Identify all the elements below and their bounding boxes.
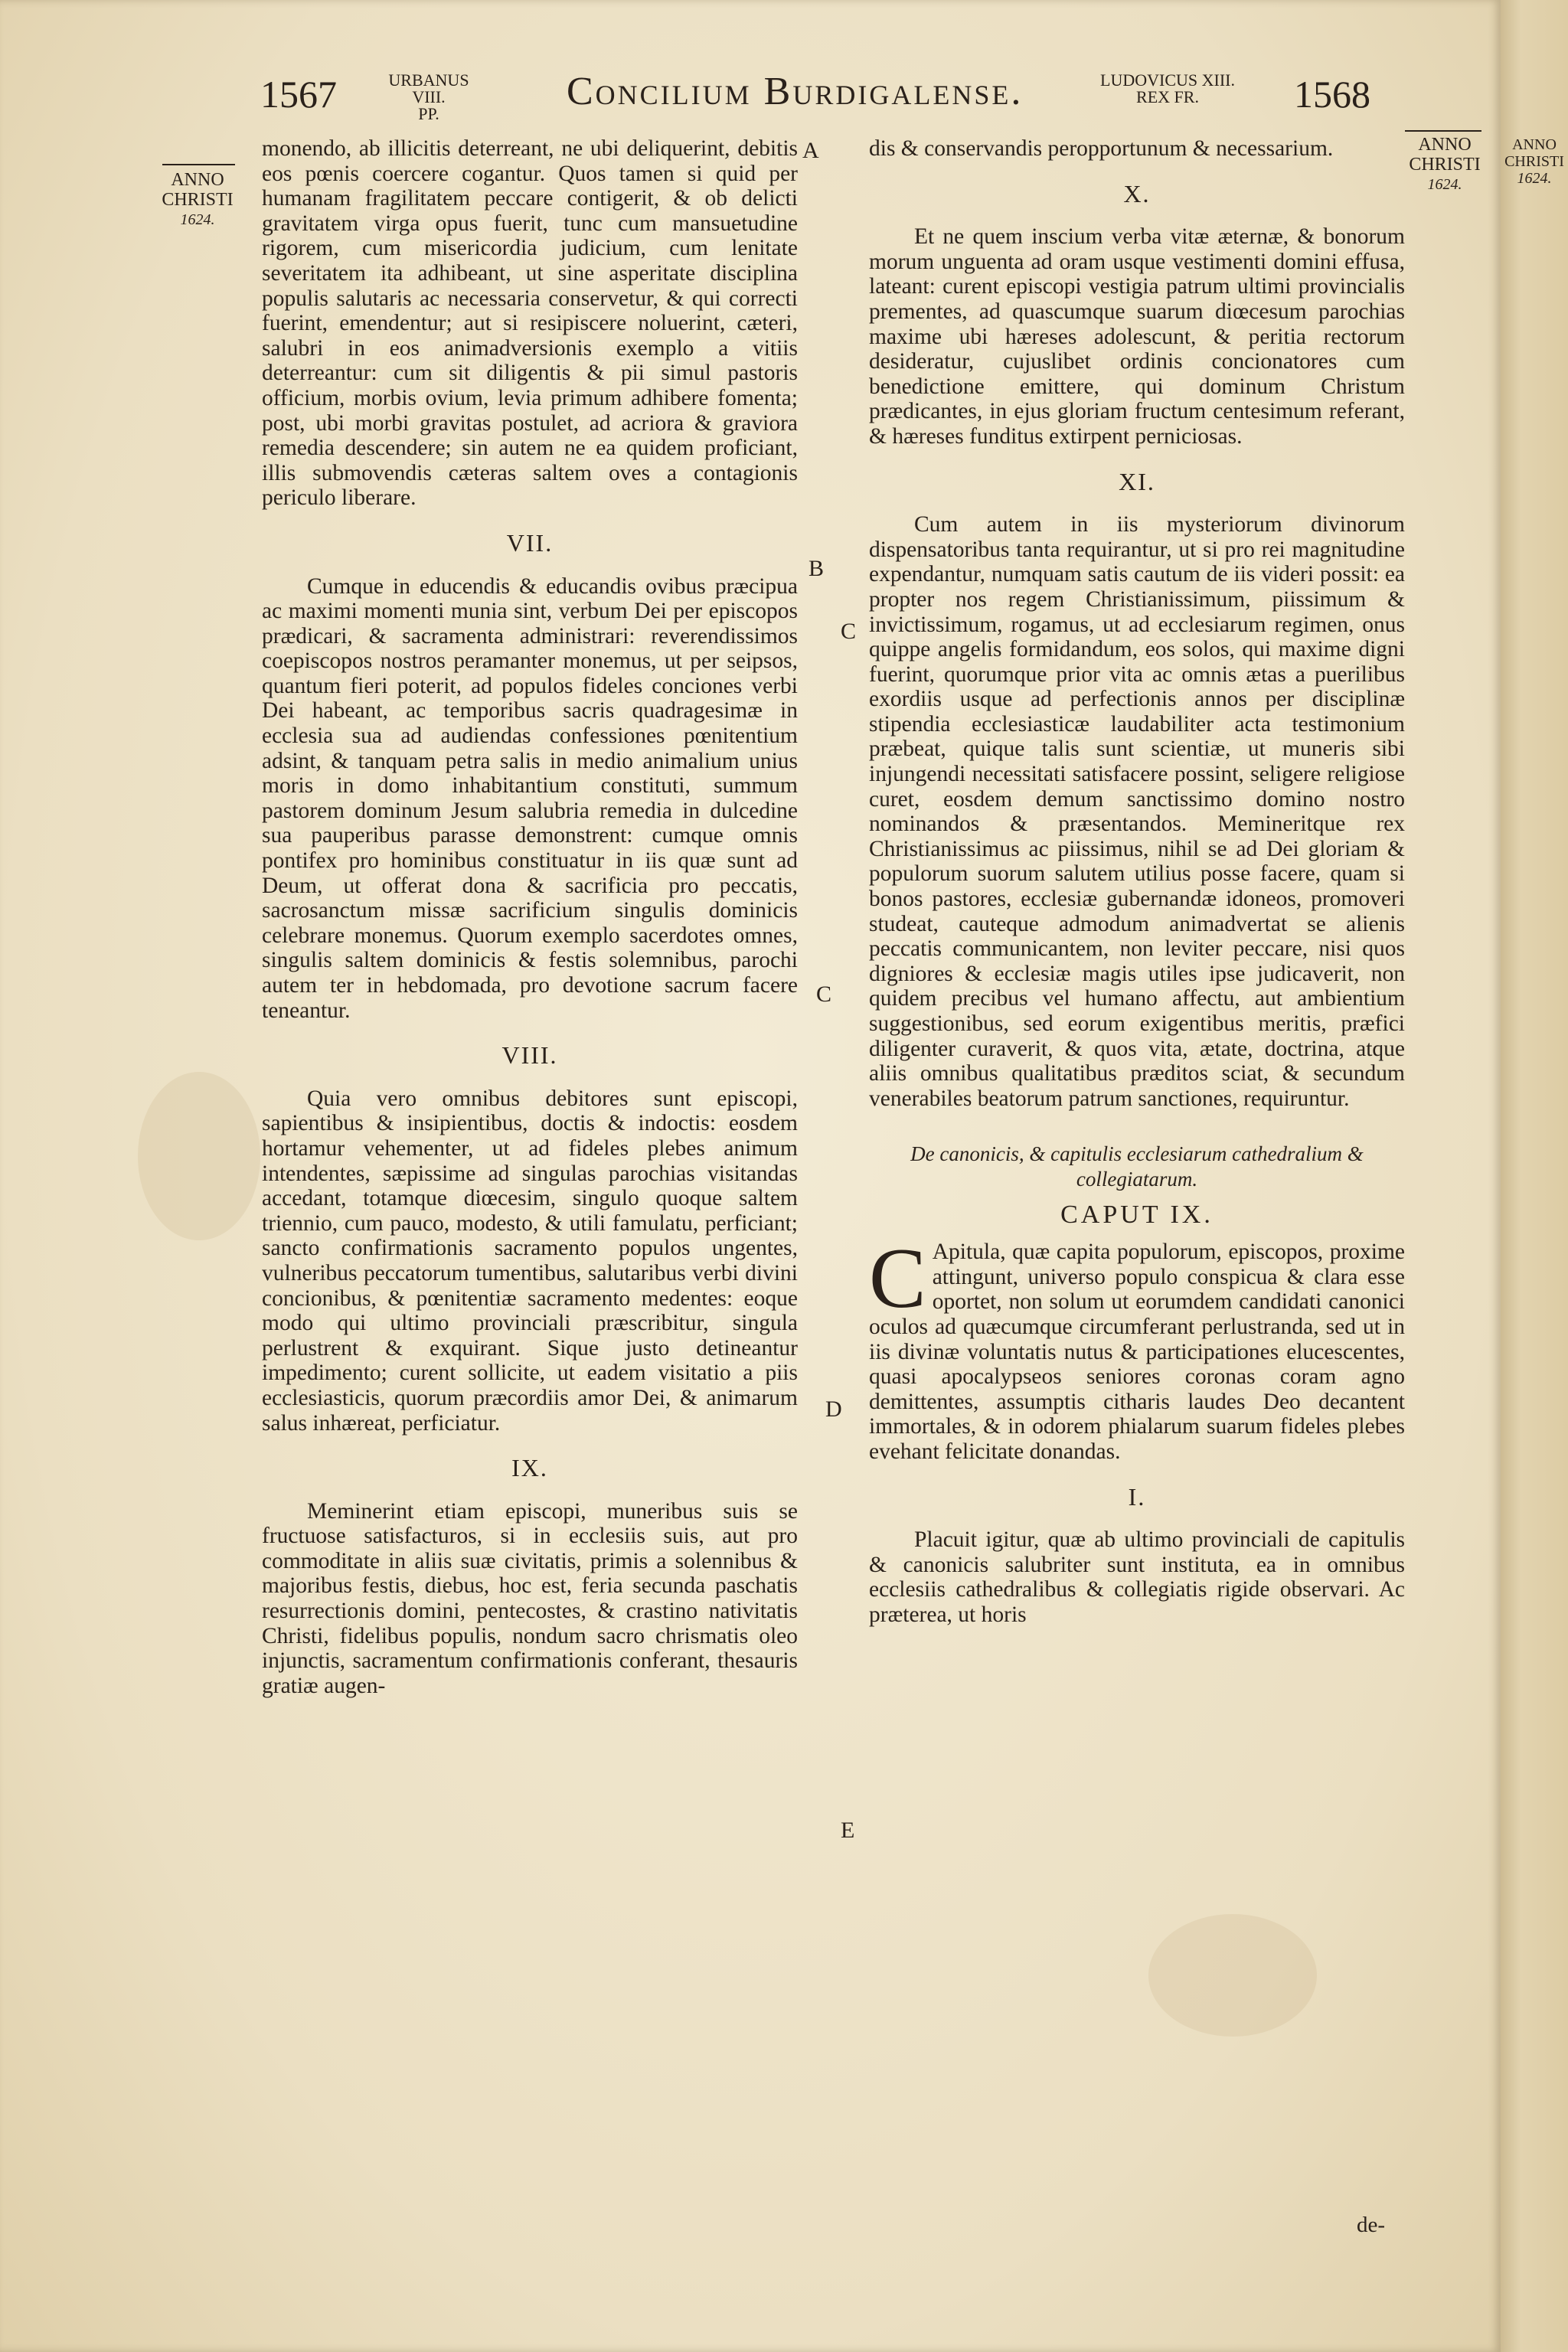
section-ix-paragraph: Meminerint etiam episcopi, muneribus suis se fructuose satisfacturos, si in ecclesiis suis, aut pro commoditate in aliis suæ civitatis, primis a solennibus & majoribus festis, diebus, hoc est, feria secunda paschatis resurrectionis domini, pentecostes, & crastino nativitatis Christi, fidelibus populis, nondum sacro chrismatis oleo injunctis, sacramentum confirmationis conferant, thesauris gratiæ augen- bbox=[262, 1498, 798, 1698]
section-letter-a: A bbox=[802, 138, 819, 163]
page-number-right: 1568 bbox=[1294, 73, 1370, 116]
page-number-left: 1567 bbox=[260, 73, 337, 116]
left-column bbox=[262, 136, 798, 1698]
section-letter-d: D bbox=[825, 1396, 842, 1422]
margin-rule-right bbox=[1405, 130, 1481, 132]
margin-christi: CHRISTI bbox=[162, 190, 234, 210]
margin-anno: ANNO bbox=[1418, 135, 1472, 155]
drop-cap-initial: C bbox=[869, 1231, 926, 1327]
section-heading-i: I. bbox=[1128, 1482, 1146, 1511]
section-heading-x: X. bbox=[1123, 179, 1151, 207]
margin-christi: CHRISTI bbox=[1504, 153, 1564, 170]
section-heading-viii: VIII. bbox=[501, 1041, 558, 1070]
king-sub: REX FR. bbox=[1136, 87, 1199, 106]
chapter-rubric: De canonicis, & capitulis ecclesiarum cathedralium & collegiatarum. bbox=[910, 1142, 1364, 1191]
chapter-intro-text: Apitula, quæ capita populorum, episcopos, proxime attingunt, universo populo conspicua & clara esse oportet, non solum ut eorumdem candidati canonici oculos ad quæcumque circumferant perlustranda, sed ut in iis divinæ voluntatis nutus & participationes elucescentes, quasi apocalypseos seniores coronas coram agno demittentes, assumptis citharis laudes Deo decantent immortales, & in odorem phialarum suarum fideles plebes evehant felicitate donandas. bbox=[869, 1240, 1405, 1464]
margin-year: 1624. bbox=[180, 211, 215, 228]
margin-christi: CHRISTI bbox=[1409, 155, 1481, 175]
margin-anno: ANNO bbox=[1512, 136, 1557, 153]
section-heading-xi: XI. bbox=[1119, 467, 1155, 495]
section-letter-c-right: C bbox=[841, 619, 857, 644]
section-heading-ix: IX. bbox=[511, 1454, 548, 1482]
adjacent-page-edge bbox=[1501, 0, 1568, 2352]
margin-anno: ANNO bbox=[171, 170, 224, 190]
right-intro-paragraph: dis & conservandis peropportunum & necessarium. bbox=[869, 136, 1334, 161]
margin-year: 1624. bbox=[1427, 176, 1462, 193]
margin-note-left bbox=[152, 170, 243, 230]
page-title: Concilium Burdigalense. bbox=[567, 70, 1024, 113]
section-xi-paragraph: Cum autem in iis mysteriorum divinorum dispensatoribus tanta requirantur, ut si pro rei magnitudine expendantur, numquam satis cautum de iis videri possit: ea propter nos regem Christianissimum, piissimum & invictissimum, rogamus, ut ad ecclesiarum regimen, onus quippe angelis formidandum, eos solos, qui maxime digni fuerint, quorumque prior vita ac omnis ætas a puerilibus exordiis usque ad perfectionis annos per disciplinæ stipendia ecclesiasticæ laudabiliter acta testimonium præbeat, quique talis sunt scientiæ, ut muneris sibi injungendi necessitati satisfacere possint, seligere religiose curet, eosdem demum sanctissimo domino nostro nominandos & præsentandos. Memineritque rex Christianissimus ac piissimus, nihil se ad Dei gloriam & populorum suorum salutem utilius posse facere, quam si bonos pastores, ecclesiæ gubernandæ idoneos, promoveri studeat, cauteque admodum animadvertat se alienis peccatis communicantem, non leviter peccare, nisi quos digniores & ecclesiæ magis utiles ipse judicaverit, non quidem precibus vel humano affectu, aut ambientium suggestionibus, sed eorum exigentibus meritis, præfici diligenter curaverit, & quos vita, ætate, doctrina, atque aliis omnibus qualitatibus præditos sciat, & secundum venerabiles beatorum patrum sanctiones, requiruntur. bbox=[869, 512, 1405, 1111]
section-letter-e: E bbox=[841, 1818, 855, 1843]
king-label bbox=[1095, 72, 1240, 106]
catchword: de- bbox=[1357, 2213, 1386, 2237]
margin-note-right bbox=[1395, 135, 1494, 194]
margin-rule-left bbox=[162, 164, 235, 165]
pope-label bbox=[375, 72, 482, 122]
section-vii-paragraph: Cumque in educendis & educandis ovibus præcipua ac maximi momenti munia sint, verbum Dei per episcopos prædicari, & sacramenta administrari: reverendissimos coepiscopos nostros peramanter monemus, ut per seipsos, quantum fieri poterit, ad populos fideles conciones verbi Dei habeant, ac temporibus sacris quadragesimæ in ecclesia sua ad audiendas confessiones pœnitentium adsint, & tanquam petra salis in medio animalium unius moris in domo inhabitantium constituti, summum pastorem dominum Jesum salubria remedia in dulcedine sua pauperibus parasse demonstrent: cumque omnis pontifex pro hominibus constituatur in iis quæ sunt ad Deum, ut offerat dona & sacrificia pro peccatis, sacrosanctum missæ sacrificium singulis dominicis celebrare monemus. Quorum exemplo sacerdotes omnes, singulis saltem dominicis & festis solemnibus, parochi autem ter in hebdomada, pro devotione sacrum facere teneantur. bbox=[262, 573, 798, 1023]
left-intro-paragraph: monendo, ab illicitis deterreant, ne ubi deliquerint, debitis eos pœnis coercere cogantur. Quos tamen si quid per humanam fragilitatem peccare contigerit, & ob delicti gravitatem virga opus fuerit, tunc cum mansuetudine rigorem, cum misericordia judicium, cum lenitate severitatem ita adhibeant, ut sine asperitate disciplina populis salutaris ac necessaria conservetur, & qui correcti fuerint, emendentur; aut si resipiscere noluerint, cæteri, salubri in eos animadversionis exemplo a vitiis deterreantur: cum sit diligentis & pii simul pastoris officium, morbis ovium, levia primum adhibere fomenta; post, ubi morbi gravitas postulet, ad acriora & graviora remedia descendere; sin autem ne ea quidem proficiant, illis submovendis cæteras saltem oves a contagionis periculo liberare. bbox=[262, 136, 798, 511]
section-viii-paragraph: Quia vero omnibus debitores sunt episcopi, sapientibus & insipientibus, doctis & indoctis: eosdem hortamur vehementer, ut ad fideles plebes animum intendentes, sæpissime ad singulas parochias visitandas accedant, totamque diœcesim, singulo quoque saltem triennio, cum pauco, modesto, & utili famulatu, perficiant; sancto confirmationis sacramento populos ungentes, vulneribus peccatorum tumentibus, salutaribus verbi divini concionibus, & pœnitentiæ sacramento medentes: eoque modo qui ultimo provinciali præscribitur, singula perlustrent & exquirant. Sique justo detineantur impedimento; curent sollicite, ut eadem visitatio a piis ecclesiasticis, quorum præcordiis amor Dei, & animarum salus inhæreat, perficiatur. bbox=[262, 1086, 798, 1436]
section-letter-b: B bbox=[808, 556, 825, 581]
section-i-paragraph: Placuit igitur, quæ ab ultimo provinciali de capitulis & canonicis salubriter sunt instituta, ea in omnibus ecclesiis cathedralibus & collegiatis rigide observari. Ac præterea, ut horis bbox=[869, 1527, 1405, 1627]
pope-sub: PP. bbox=[418, 104, 439, 123]
section-letter-c-left: C bbox=[816, 982, 832, 1007]
chapter-intro-paragraph bbox=[869, 1231, 1405, 1464]
running-header bbox=[0, 69, 1501, 130]
paper-stain bbox=[1148, 1914, 1317, 2037]
section-x-paragraph: Et ne quem inscium verba vitæ æternæ, & bonorum morum unguenta ad oram usque vestimenti domini effusa, lateant: curent episcopi vestigia patrum ultimi provincialis prementes, ad quascumque suarum diœcesum parochias maxime ubi hæreses adolescunt, & peritia rectorum desideratur, cujuslibet ordinis concionatores cum benedictione emittere, qui dominum Christum prædicantes, in ejus gloriam fructum centesimum referant, & hæreses funditus extirpent perniciosas. bbox=[869, 224, 1405, 449]
paper-stain bbox=[138, 1072, 260, 1240]
section-heading-vii: VII. bbox=[506, 528, 554, 557]
right-column bbox=[869, 136, 1405, 1627]
pope-name: URBANUS VIII. bbox=[388, 70, 469, 106]
chapter-heading: CAPUT IX. bbox=[1060, 1200, 1214, 1229]
king-name: LUDOVICUS XIII. bbox=[1100, 70, 1235, 90]
margin-note-edge bbox=[1502, 136, 1566, 187]
margin-year: 1624. bbox=[1517, 170, 1552, 187]
